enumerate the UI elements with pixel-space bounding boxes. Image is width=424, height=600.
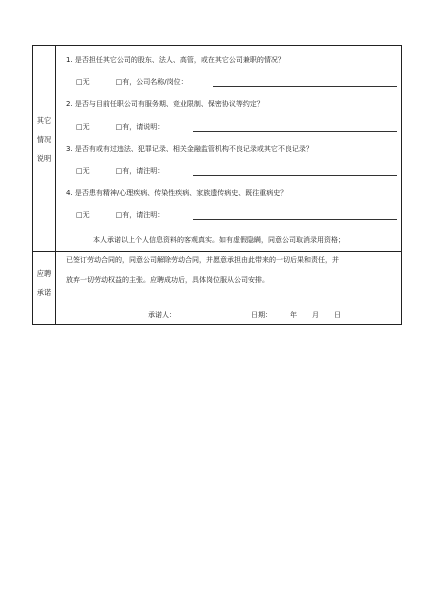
question-1-options	[76, 77, 188, 87]
date-label: 日期：	[251, 311, 272, 319]
signer-label: 承诺人：	[148, 311, 176, 319]
yes-checkbox[interactable]: □有，请说明：	[115, 123, 165, 131]
year-label: 年	[290, 311, 297, 319]
question-4-options	[76, 210, 164, 220]
yes-checkbox[interactable]: □有，请注明：	[115, 211, 165, 219]
no-checkbox[interactable]: □无	[76, 123, 90, 131]
commitment-line-3: 放弃一切劳动权益的主张。应聘成功后，具体岗位服从公司安排。	[66, 276, 269, 284]
commitment-line-2: 已签订劳动合同的，同意公司解除劳动合同，并愿意承担由此带来的一切后果和责任，并	[66, 256, 339, 264]
row-divider	[33, 251, 401, 252]
other-section-label	[33, 111, 55, 168]
commitment-line-1: 本人承诺以上个人信息资料的客观真实。如有虚假隐瞒，同意公司取消录用资格；	[93, 236, 345, 244]
question-3-options	[76, 166, 164, 176]
yes-checkbox[interactable]: □有，公司名称/岗位：	[115, 78, 188, 86]
side-label-line: 情况	[36, 135, 52, 144]
commitment-section-label	[33, 264, 55, 302]
day-label: 日	[334, 311, 341, 319]
question-4: 4. 是否患有精神/心理疾病、传染性疾病、家族遗传病史、既往重病史？	[66, 189, 288, 197]
question-2-options	[76, 122, 164, 132]
no-checkbox[interactable]: □无	[76, 78, 90, 86]
no-checkbox[interactable]: □无	[76, 211, 90, 219]
side-label-line: 应聘	[36, 269, 52, 278]
question-1: 1. 是否担任其它公司的股东、法人、高管，或在其它公司兼职的情况？	[66, 56, 285, 64]
explanation-field[interactable]	[193, 131, 397, 132]
side-label-line: 说明	[36, 154, 52, 163]
no-checkbox[interactable]: □无	[76, 167, 90, 175]
record-note-field[interactable]	[193, 175, 397, 176]
side-label-line: 其它	[36, 116, 52, 125]
company-position-field[interactable]	[213, 86, 397, 87]
question-2: 2. 是否与目前任职公司有服务期、竞业限制、保密协议等约定？	[66, 100, 264, 108]
side-label-line: 承诺	[36, 288, 52, 297]
info-table	[32, 45, 402, 325]
yes-checkbox[interactable]: □有，请注明：	[115, 167, 165, 175]
column-divider	[55, 46, 56, 324]
month-label: 月	[312, 311, 319, 319]
health-note-field[interactable]	[193, 219, 397, 220]
question-3: 3. 是否有或有过违法、犯罪记录、相关金融监管机构不良记录或其它不良记录？	[66, 145, 313, 153]
